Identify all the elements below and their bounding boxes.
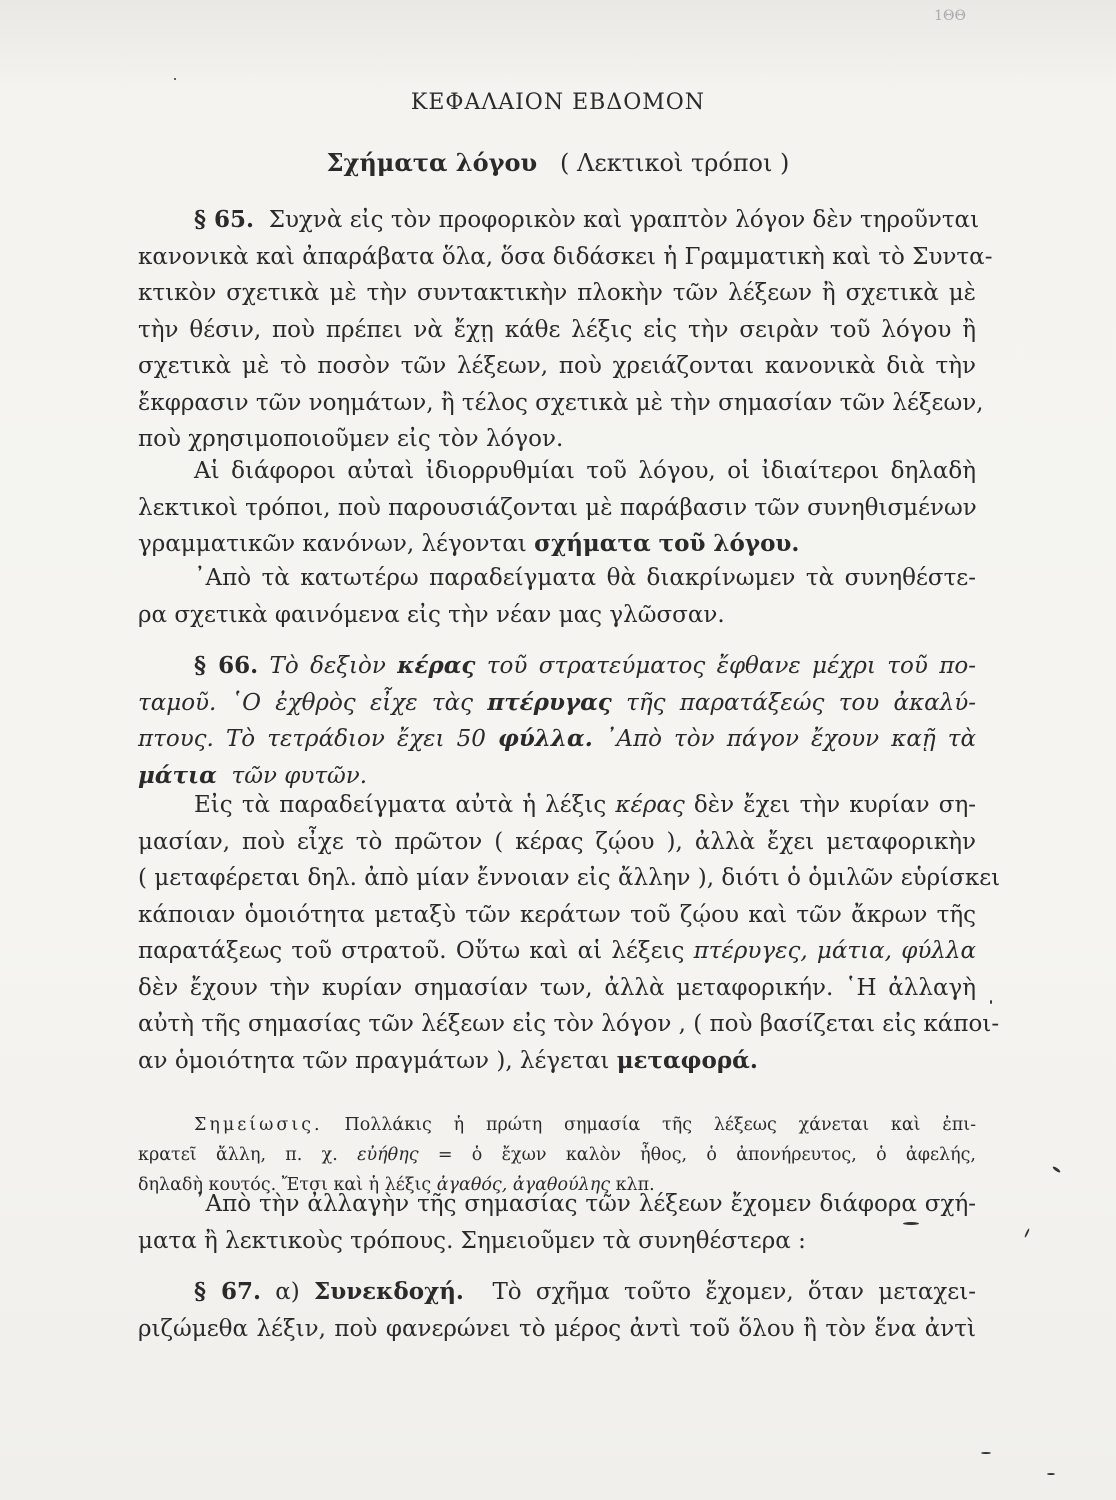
text-span: Πολλάκις ἡ πρώτη σημασία τῆς λέξεως χάνεται καὶ ἐπι- — [344, 1115, 976, 1135]
text-span: τῶν φυτῶν. — [231, 762, 368, 789]
paragraph-66-examples — [138, 648, 976, 794]
chapter-title: ΚΕΦΑΛΑΙΟΝ ΕΒΔΟΜΟΝ — [410, 90, 706, 115]
term-bold: μάτια — [138, 761, 217, 789]
text-span: κέρας — [615, 792, 685, 818]
paragraph-65-definition — [138, 453, 976, 563]
text-line — [138, 1274, 976, 1311]
paragraph-66-explanation — [138, 787, 1001, 1079]
text-span: κρατεῖ ἄλλη, π. χ. — [138, 1145, 338, 1165]
text-span: αν ὁμοιότητα τῶν πραγμάτων ), λέγεται — [138, 1047, 610, 1074]
text-line: ρα σχετικὰ φαινόμενα εἰς τὴν νέαν μας γλῶσσαν. — [138, 601, 725, 628]
text-span: Συχνὰ εἰς τὸν προφορικὸν καὶ γραπτὸν λόγον δὲν τηροῦνται — [268, 207, 980, 233]
text-line — [138, 1043, 976, 1080]
text-line — [138, 1110, 976, 1140]
section-number: § 65. — [194, 206, 255, 233]
text-line: ᾿Απὸ τὴν ἀλλαγὴν τῆς σημασίας τῶν λέξεων ἔχομεν διάφορα σχή- — [194, 1191, 976, 1217]
paragraph-66-figures-intro — [138, 1186, 976, 1259]
paragraph-65 — [138, 202, 993, 458]
scan-speck — [1047, 1473, 1055, 1475]
text-span: ᾿Απὸ τὸν πάγον ἔχουν καῇ τὰ — [604, 726, 976, 752]
term-bold: κέρας — [397, 652, 476, 679]
section-title-main: Σχήματα λόγου — [326, 148, 538, 177]
section-title — [0, 148, 1116, 177]
text-span: α) — [275, 1279, 300, 1305]
page-corner-number: 1ΘΘ — [934, 8, 966, 24]
text-span: παρατάξεως τοῦ στρατοῦ. Οὕτω καὶ αἱ λέξεις — [138, 938, 685, 964]
text-span: γραμματικῶν κανόνων, λέγονται — [138, 531, 527, 557]
text-line — [138, 933, 976, 970]
scan-speck — [981, 1452, 991, 1454]
text-span: τοῦ στρατεύματος ἔφθανε μέχρι τοῦ πο- — [486, 653, 976, 679]
text-span: πτέρυγες, μάτια, φύλλα — [693, 938, 976, 964]
text-line: κανονικὰ καὶ ἀπαράβατα ὅλα, ὅσα διδάσκει ἡ Γραμματικὴ καὶ τὸ Συντα- — [138, 243, 993, 270]
text-span: δηλαδὴ κουτός. Ἔτσι καὶ ἡ λέξις — [138, 1175, 432, 1195]
text-line — [138, 526, 976, 563]
term-bold: Συνεκδοχή. — [314, 1278, 464, 1305]
text-line: κτικὸν σχετικὰ μὲ τὴν συντακτικὴν πλοκὴν τῶν λέξεων ἢ σχετικὰ μὲ — [138, 280, 976, 306]
text-span: = ὁ ἔχων καλὸν ἦθος, ὁ ἀπονήρευτος, ὁ ἀφελής, — [437, 1145, 976, 1165]
text-line: ριζώμεθα λέξιν, ποὺ φανερώνει τὸ μέρος ἀντὶ τοῦ ὅλου ἢ τὸν ἕνα ἀντὶ — [138, 1315, 976, 1342]
text-span: δὲν ἔχει τὴν κυρίαν ση- — [693, 792, 977, 818]
text-line: κάποιαν ὁμοιότητα μεταξὺ τῶν κεράτων τοῦ ζῴου καὶ τῶν ἄκρων τῆς — [138, 901, 976, 928]
text-line — [138, 1140, 976, 1170]
text-span: Τὸ σχῆμα τοῦτο ἔχομεν, ὅταν μεταχει- — [492, 1279, 977, 1305]
text-line: ( μεταφέρεται δηλ. ἀπὸ μίαν ἔννοιαν εἰς ἄλλην ), διότι ὁ ὁμιλῶν εὑρίσκει — [138, 865, 1001, 891]
scan-speck — [990, 1000, 992, 1004]
paragraph-65-intro — [138, 560, 976, 633]
text-line: αὐτὴ τῆς σημασίας τῶν λέξεων εἰς τὸν λόγον , ( ποὺ βασίζεται εἰς κάποι- — [138, 1011, 1000, 1037]
term-bold: σχήματα τοῦ λόγου. — [534, 530, 800, 557]
scan-speck — [174, 78, 176, 80]
text-span: κλπ. — [615, 1175, 655, 1195]
scan-speck — [1024, 1228, 1030, 1238]
paragraph-67 — [138, 1274, 976, 1347]
text-span: Εἰς τὰ παραδείγματα αὐτὰ ἡ λέξις — [194, 792, 607, 818]
text-line: τὴν θέσιν, ποὺ πρέπει νὰ ἔχῃ κάθε λέξις εἰς τὴν σειρὰν τοῦ λόγου ἢ — [138, 316, 976, 343]
note-label: Σημείωσις. — [194, 1115, 323, 1135]
scan-speck — [1052, 1166, 1061, 1174]
text-span: πτους. Τὸ τετράδιον ἔχει 50 — [138, 726, 486, 752]
text-line: λεκτικοὶ τρόποι, ποὺ παρουσιάζονται μὲ παράβασιν τῶν συνηθισμένων — [138, 494, 977, 521]
text-line — [138, 787, 976, 824]
term-bold: πτέρυγας — [487, 688, 612, 716]
scan-speck — [903, 1222, 919, 1225]
text-line: ποὺ χρησιμοποιοῦμεν εἰς τὸν λόγον. — [138, 426, 564, 452]
text-span: Τὸ δεξιὸν — [269, 653, 386, 679]
text-line: ἔκφρασιν τῶν νοημάτων, ἢ τέλος σχετικὰ μὲ τὴν σημασίαν τῶν λέξεων, — [138, 389, 984, 416]
section-title-subtitle: ( Λεκτικοὶ τρόποι ) — [560, 149, 790, 177]
text-span: τῆς παρατάξεώς του ἀκαλύ- — [626, 689, 977, 716]
term-bold: φύλλα. — [498, 725, 593, 752]
text-line — [138, 721, 976, 758]
text-line — [138, 648, 976, 685]
text-line — [138, 202, 980, 239]
text-line — [138, 685, 976, 722]
text-line: δὲν ἔχουν τὴν κυρίαν σημασίαν των, ἀλλὰ μεταφορικήν. ῾Η ἀλλαγὴ — [138, 974, 976, 1001]
text-line: Αἱ διάφοροι αὐταὶ ἰδιορρυθμίαι τοῦ λόγου, οἱ ἰδιαίτεροι δηλαδὴ — [194, 458, 976, 484]
section-number: § 67. — [194, 1278, 261, 1305]
term-bold: μεταφορά. — [616, 1046, 758, 1074]
section-number: § 66. — [194, 652, 259, 679]
text-span: ἀγαθός, ἀγαθούλης — [436, 1175, 611, 1195]
text-span: εὐήθης — [357, 1145, 419, 1165]
text-line: σχετικὰ μὲ τὸ ποσὸν τῶν λέξεων, ποὺ χρειάζονται κανονικὰ διὰ τὴν — [138, 353, 976, 379]
text-line: ᾿Απὸ τὰ κατωτέρω παραδείγματα θὰ διακρίνωμεν τὰ συνηθέστε- — [194, 565, 976, 591]
text-span: ταμοῦ. ῾Ο ἐχθρὸς εἶχε τὰς — [138, 689, 474, 716]
text-line: ματα ἢ λεκτικοὺς τρόπους. Σημειοῦμεν τὰ συνηθέστερα : — [138, 1227, 806, 1254]
text-line: μασίαν, ποὺ εἶχε τὸ πρῶτον ( κέρας ζῴου ), ἀλλὰ ἔχει μεταφορικὴν — [138, 828, 976, 855]
